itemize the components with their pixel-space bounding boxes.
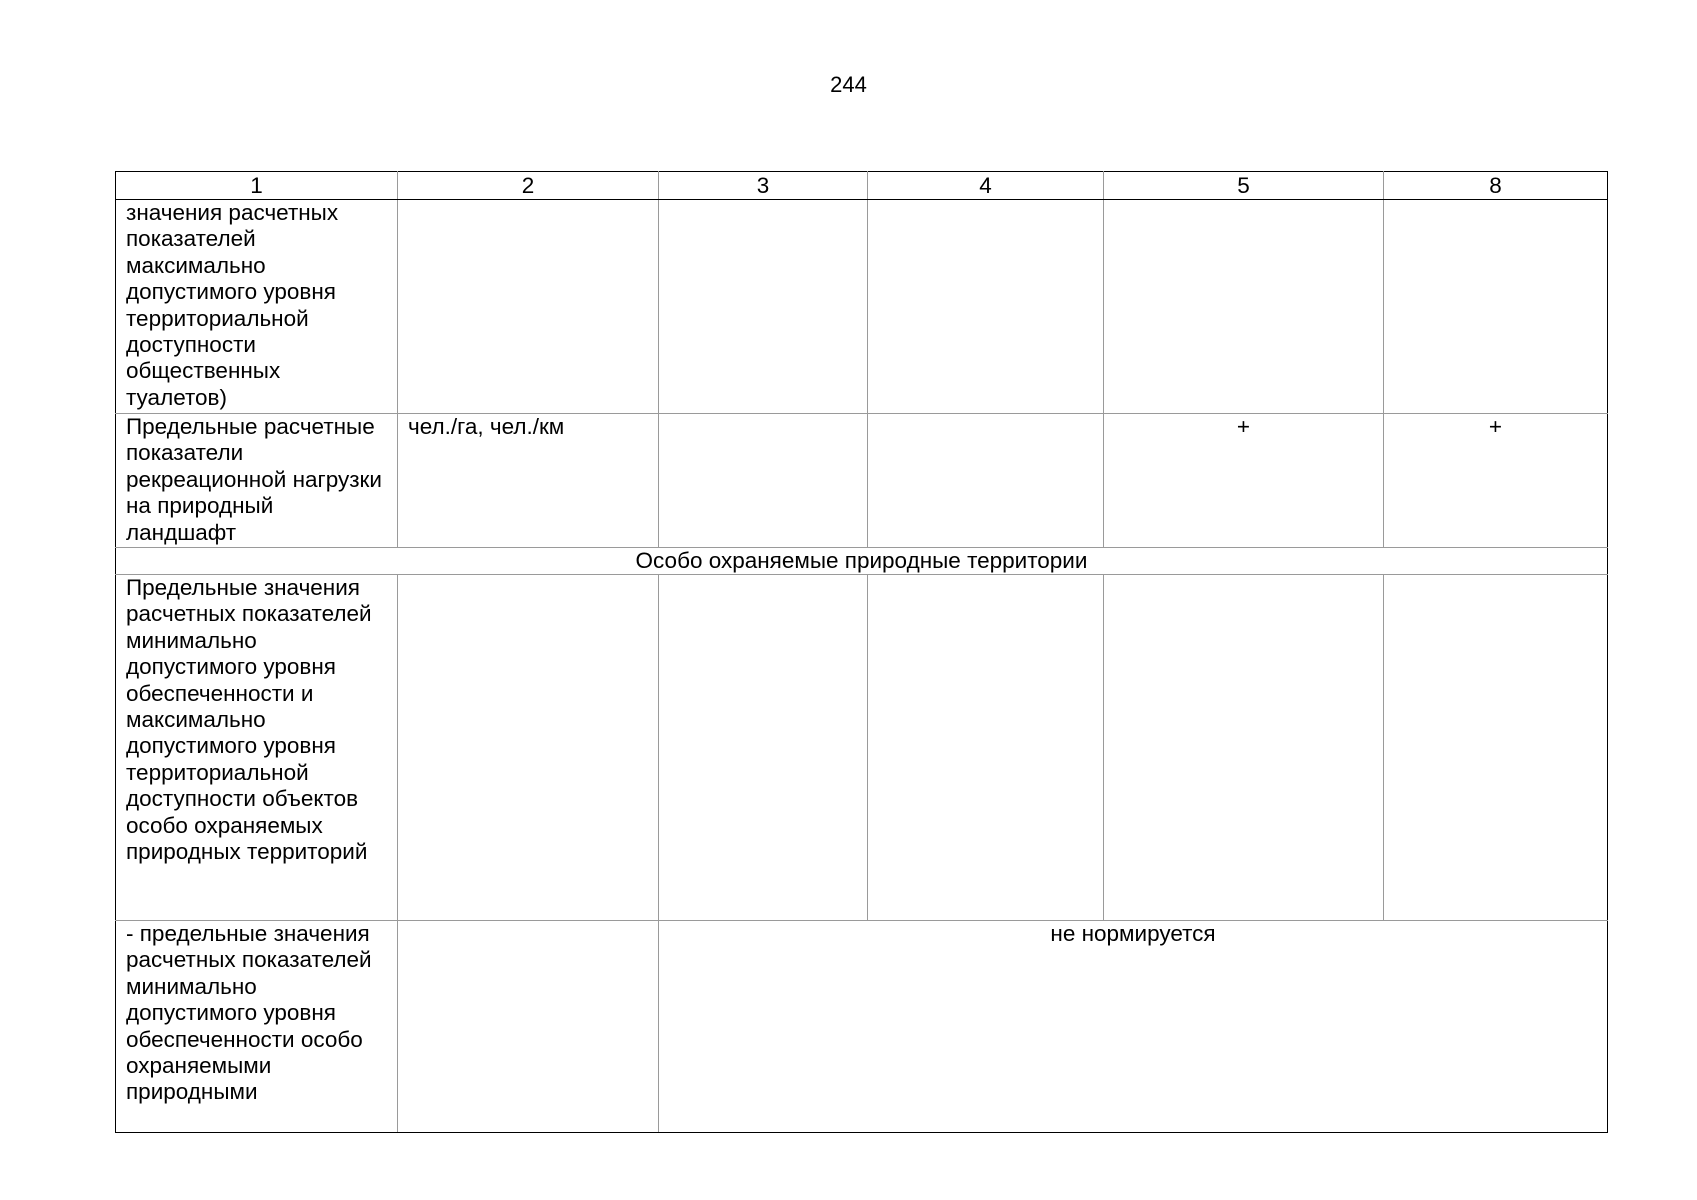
table-row (116, 575, 1608, 921)
header-cell: 2 (398, 172, 659, 200)
table-cell (1384, 200, 1608, 414)
table-cell: + (1104, 414, 1384, 548)
table-header-row (116, 172, 1608, 200)
section-row (116, 548, 1608, 575)
section-title: Особо охраняемые природные территории (116, 548, 1608, 575)
header-cell: 1 (116, 172, 398, 200)
table-cell (659, 414, 868, 548)
table-cell (868, 200, 1104, 414)
table-cell (398, 575, 659, 921)
page-number: 244 (830, 72, 867, 97)
table-cell: чел./га, чел./км (398, 414, 659, 548)
table-row (116, 921, 1608, 1133)
table-cell (659, 200, 868, 414)
table-cell (1384, 575, 1608, 921)
table-cell: + (1384, 414, 1608, 548)
table-row (116, 200, 1608, 414)
table-cell (398, 200, 659, 414)
table-cell: - предельные значения расчетных показателей минимально допустимого уровня обеспеченности особо охраняемыми природными (116, 921, 398, 1133)
header-cell: 5 (1104, 172, 1384, 200)
merged-cell: не нормируется (659, 921, 1608, 1133)
document-table (115, 171, 1608, 1133)
table-cell (398, 921, 659, 1133)
header-cell: 8 (1384, 172, 1608, 200)
table-row (116, 414, 1608, 548)
header-cell: 4 (868, 172, 1104, 200)
table-cell (1104, 575, 1384, 921)
header-cell: 3 (659, 172, 868, 200)
table-cell: Предельные значения расчетных показателей минимально допустимого уровня обеспеченности и максимально допустимого уровня территориальной доступности объектов особо охраняемых природных территорий (116, 575, 398, 921)
table-cell: Предельные расчетные показатели рекреационной нагрузки на природный ландшафт (116, 414, 398, 548)
table-cell (659, 575, 868, 921)
table-cell (1104, 200, 1384, 414)
table-cell (868, 414, 1104, 548)
table-cell: значения расчетных показателей максимально допустимого уровня территориальной доступности общественных туалетов) (116, 200, 398, 414)
table-cell (868, 575, 1104, 921)
